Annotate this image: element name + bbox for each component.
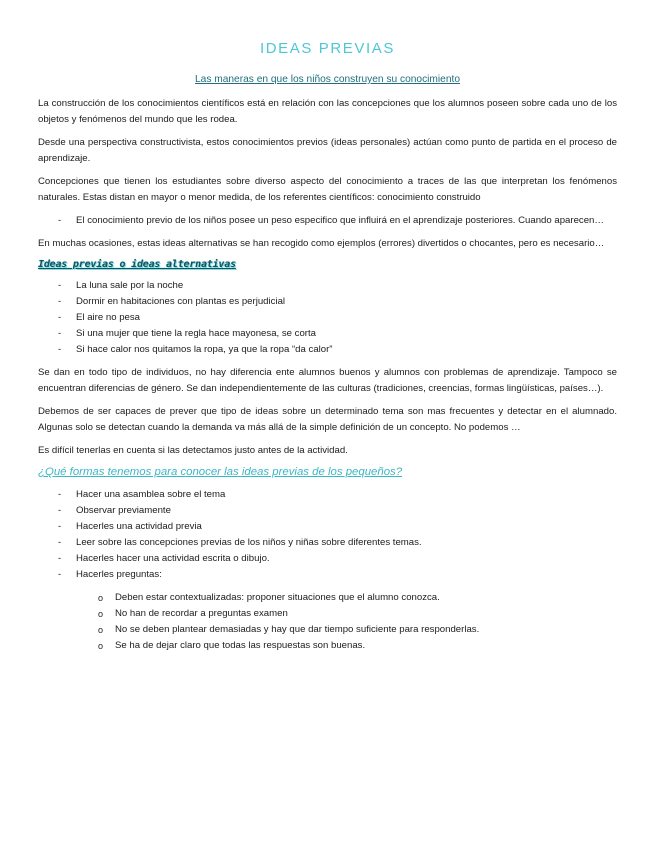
list-item: - Hacerles preguntas:	[38, 567, 617, 583]
subtitle: Las maneras en que los niños construyen su conocimiento	[194, 74, 461, 85]
list-item: - El aire no pesa	[38, 310, 617, 326]
list-item: - Hacer una asamblea sobre el tema	[38, 487, 617, 503]
paragraph-6: Debemos de ser capaces de prever que tipo de ideas sobre un determinado tema son mas frecuentes y detectar en el alumnado. Algunas solo se detectan cuando la demanda va más allá de la simple definición de un concepto. No podemos …	[38, 406, 617, 433]
list-alternative-ideas	[38, 278, 617, 358]
sublist-item: o No se deben plantear demasiadas y hay que dar tiempo suficiente para responderlas.	[38, 622, 617, 638]
list-item: - Leer sobre las concepciones previas de los niños y niñas sobre diferentes temas.	[38, 535, 617, 551]
list-item: - La luna sale por la noche	[38, 278, 617, 294]
list-item: - Si hace calor nos quitamos la ropa, ya que la ropa “da calor”	[38, 342, 617, 358]
list-previous-knowledge	[38, 213, 617, 229]
paragraph-3: Concepciones que tienen los estudiantes sobre diverso aspecto del conocimiento a traces de las que interpretan los fenómenos naturales. Estas distan en mayor o menor medida, de los referentes científicos: conocimiento construido	[38, 176, 617, 203]
sublist-questions	[38, 590, 617, 654]
list-methods	[38, 487, 617, 583]
list-item: - Hacerles una actividad previa	[38, 519, 617, 535]
sublist-item: o Deben estar contextualizadas: proponer situaciones que el alumno conozca.	[38, 590, 617, 606]
sublist-item: o Se ha de dejar claro que todas las respuestas son buenas.	[38, 638, 617, 654]
list-item: - Dormir en habitaciones con plantas es perjudicial	[38, 294, 617, 310]
paragraph-4: En muchas ocasiones, estas ideas alternativas se han recogido como ejemplos (errores) divertidos o chocantes, pero es necesario…	[38, 238, 605, 249]
list-item: - Hacerles hacer una actividad escrita o dibujo.	[38, 551, 617, 567]
sublist-item: o No han de recordar a preguntas examen	[38, 606, 617, 622]
list-item: - Si una mujer que tiene la regla hace mayonesa, se corta	[38, 326, 617, 342]
list-item: - El conocimiento previo de los niños posee un peso especifico que influirá en el aprendizaje posteriores. Cuando aparecen…	[38, 213, 617, 229]
section-heading-alternative-ideas: Ideas previas o ideas alternativas	[38, 259, 236, 270]
section-question: ¿Qué formas tenemos para conocer las ideas previas de los pequeños?	[38, 466, 403, 478]
paragraph-1: La construcción de los conocimientos científicos está en relación con las concepciones que los alumnos poseen sobre cada uno de los objetos y fenómenos del mundo que les rodea.	[38, 98, 617, 125]
page-title: IDEAS PREVIAS	[259, 40, 395, 57]
paragraph-2: Desde una perspectiva constructivista, estos conocimientos previos (ideas personales) actúan como punto de partida en el proceso de aprendizaje.	[38, 137, 617, 164]
paragraph-7: Es difícil tenerlas en cuenta si las detectamos justo antes de la actividad.	[38, 445, 348, 456]
paragraph-5: Se dan en todo tipo de individuos, no hay diferencia ente alumnos buenos y alumnos con problemas de aprendizaje. Tampoco se encuentran diferencias de género. Se dan independientemente de las culturas (tradiciones, creencias, formas lingüísticas, países…).	[38, 367, 617, 394]
list-item: - Observar previamente	[38, 503, 617, 519]
